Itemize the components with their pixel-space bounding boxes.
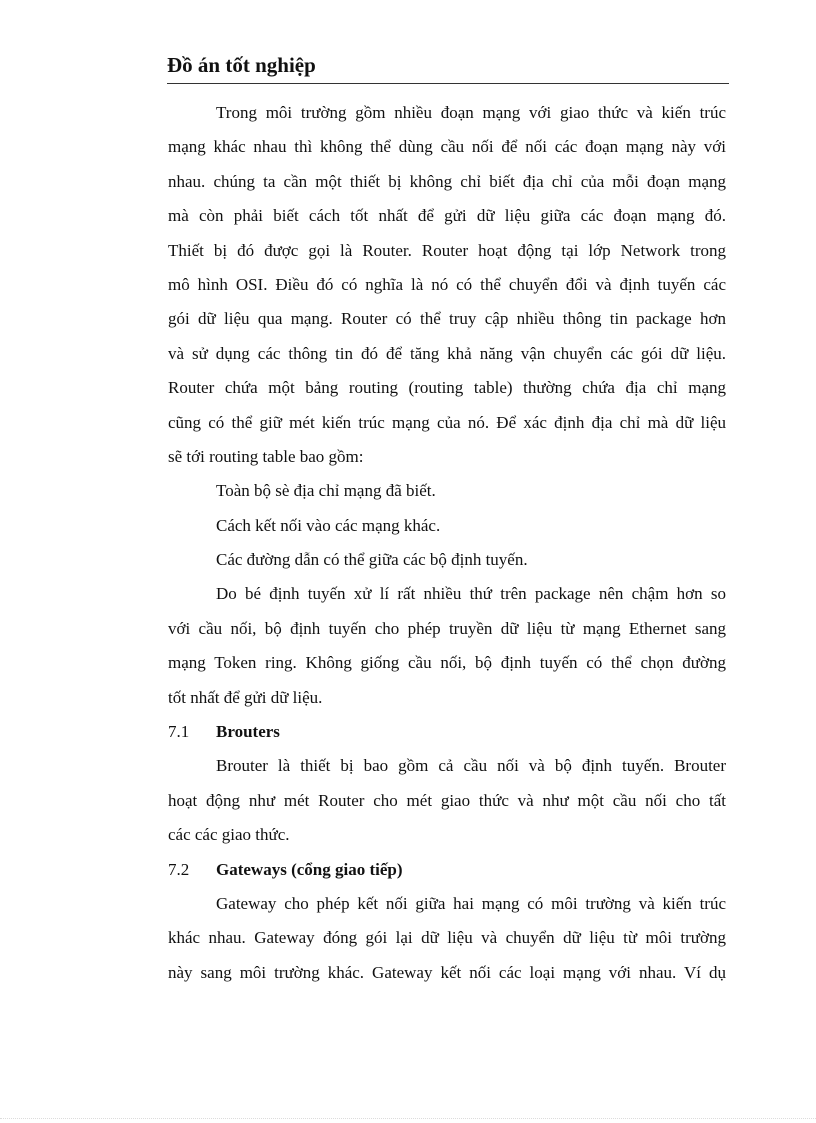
page-header	[167, 52, 729, 84]
paragraph-brouters	[168, 749, 726, 852]
document-body	[168, 96, 726, 990]
section-number: 7.1	[168, 722, 190, 742]
text-line: và sử dụng các thông tin đó để tăng khả năng vận chuyển các gói dữ liệu.	[168, 343, 726, 363]
text-line: cũng có thể giữ mét kiến trúc mạng của nó. Để xác định địa chỉ mà dữ liệu	[168, 412, 726, 432]
text-line: Brouter là thiết bị bao gồm cả cầu nối và bộ định tuyến. Brouter	[216, 756, 726, 776]
text-line: mà còn phải biết cách tốt nhất để gửi dữ liệu giữa các đoạn mạng đó.	[168, 206, 726, 226]
paragraph-router	[168, 96, 726, 474]
text-line: các các giao thức.	[168, 825, 290, 845]
text-line: với cầu nối, bộ định tuyến cho phép truyền dữ liệu từ mạng Ethernet sang	[168, 618, 726, 638]
routing-table-list	[168, 474, 726, 577]
section-heading-gateways	[168, 853, 726, 887]
text-line: Router chứa một bảng routing (routing table) thường chứa địa chỉ mạng	[168, 378, 726, 398]
section-title: Brouters	[216, 722, 280, 742]
text-line: tốt nhất để gửi dữ liệu.	[168, 687, 323, 707]
text-line: Thiết bị đó được gọi là Router. Router hoạt động tại lớp Network trong	[168, 240, 726, 260]
text-line: Do bé định tuyến xử lí rất nhiều thứ trên package nên chậm hơn so	[216, 584, 726, 604]
text-line: này sang môi trường khác. Gateway kết nối các loại mạng với nhau. Ví dụ	[168, 962, 726, 982]
page-header-title: Đồ án tốt nghiệp	[167, 53, 316, 77]
paragraph-router-speed	[168, 577, 726, 715]
list-item: Các đường dẫn có thể giữa các bộ định tuyến.	[216, 550, 528, 570]
section-heading-brouters	[168, 715, 726, 749]
section-title: Gateways (cổng giao tiếp)	[216, 859, 403, 879]
text-line: sẽ tới routing table bao gồm:	[168, 446, 364, 466]
text-line: mạng Token ring. Không giống cầu nối, bộ định tuyến có thể chọn đường	[168, 653, 726, 673]
list-item: Cách kết nối vào các mạng khác.	[216, 515, 441, 535]
text-line: nhau. chúng ta cần một thiết bị không chỉ biết địa chỉ của mỗi đoạn mạng	[168, 171, 726, 191]
text-line: khác nhau. Gateway đóng gói lại dữ liệu và chuyển dữ liệu từ môi trường	[168, 928, 726, 948]
page-bottom-divider	[0, 1118, 816, 1119]
text-line: mạng khác nhau thì không thể dùng cầu nối để nối các đoạn mạng này với	[168, 137, 726, 157]
text-line: mô hình OSI. Điều đó có nghĩa là nó có thể chuyển đổi và định tuyến các	[168, 274, 726, 294]
paragraph-gateways	[168, 887, 726, 990]
text-line: Trong môi trường gồm nhiều đoạn mạng với giao thức và kiến trúc	[216, 103, 726, 122]
list-item: Toàn bộ sè địa chỉ mạng đã biết.	[216, 481, 436, 501]
text-line: gói dữ liệu qua mạng. Router có thể truy cập nhiều thông tin package hơn	[168, 309, 726, 329]
text-line: Gateway cho phép kết nối giữa hai mạng có môi trường và kiến trúc	[216, 893, 726, 913]
text-line: hoạt động như mét Router cho mét giao thức và như một cầu nối cho tất	[168, 790, 726, 810]
section-number: 7.2	[168, 859, 190, 879]
